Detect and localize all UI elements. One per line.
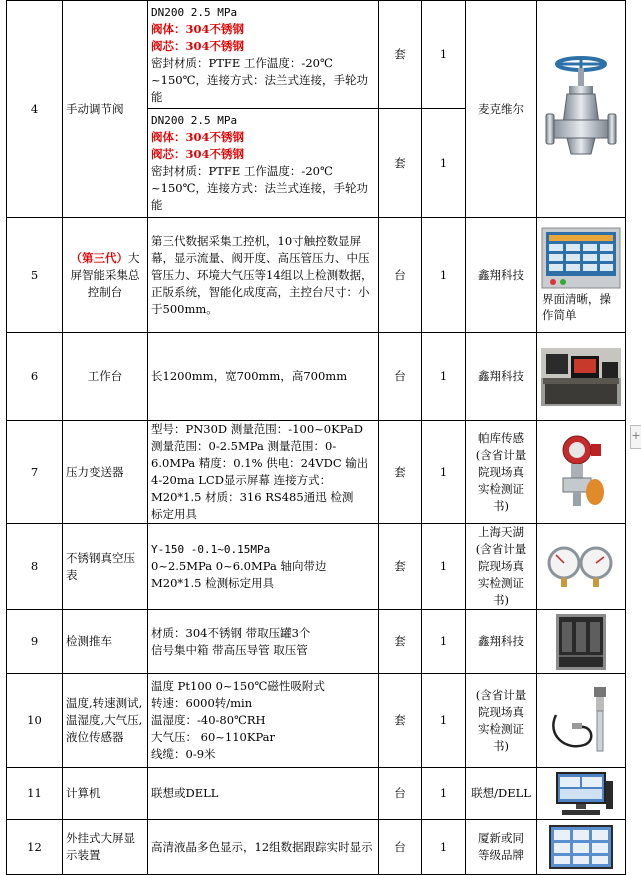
table-row	[7, 674, 626, 768]
table-row	[7, 333, 626, 421]
sensor-probe-icon	[546, 685, 616, 757]
item-qty: 1	[422, 674, 466, 768]
touch-screen-icon	[541, 227, 621, 289]
item-qty: 1	[422, 768, 466, 820]
spec-line: 材质：304不锈钢 带取压罐3个	[151, 625, 311, 640]
spec-line: M20*1.5 检测标定用具	[151, 576, 275, 590]
spec-line: 信号集中箱 带高压导管 取压管	[151, 642, 308, 657]
spec-line: 温度 Pt100 0~150℃磁性吸附式	[151, 679, 325, 693]
item-qty: 1	[422, 820, 466, 875]
item-unit: 台	[379, 820, 422, 875]
item-name	[63, 218, 148, 333]
item-brand: 鑫翔科技	[466, 218, 537, 333]
item-number: 7	[7, 421, 63, 524]
item-name-text: 大屏智能采集总控制台	[70, 250, 140, 299]
item-brand: 帕库传感 (含省计量 院现场真 实检测证 书)	[466, 421, 537, 524]
item-spec: 长1200mm，宽700mm，高700mm	[148, 333, 379, 421]
computer-photo	[537, 768, 626, 820]
spec-line: 测量范围：0-2.5MPa 测量范围：0-	[151, 439, 337, 453]
spec-line: 0~2.5MPa 0~6.0MPa 轴向带边	[151, 559, 327, 573]
spec-line: M20*1.5 材质：316 RS485通迅 检测	[151, 490, 354, 504]
test-cart-photo	[537, 610, 626, 674]
item-spec	[148, 1, 379, 109]
item-unit: 台	[379, 768, 422, 820]
item-unit: 台	[379, 218, 422, 333]
item-qty: 1	[422, 109, 466, 218]
table-row	[7, 1, 626, 109]
pressure-gauge-icon	[546, 545, 616, 589]
spec-text: 密封材质：PTFE 工作温度：-20℃ ~150℃，连接方式：法兰式连接，手轮功能	[151, 55, 368, 104]
spec-line: 型号：PN30D 测量范围：-100~0KPaD	[151, 422, 363, 436]
item-brand: 鑫翔科技	[466, 610, 537, 674]
table-row	[7, 610, 626, 674]
item-name: 压力变送器	[63, 421, 148, 524]
spec-line: 6.0MPa 精度：0.1% 供电：24VDC 输出	[151, 456, 369, 470]
spec-line: Y-150 -0.1~0.15MPa	[151, 543, 271, 556]
spec-line: 大气压： 60~110KPar	[151, 730, 276, 744]
item-brand: (含省计量 院现场真 实检测证 书)	[466, 674, 537, 768]
item-spec: 联想或DELL	[148, 768, 379, 820]
plus-icon[interactable]: +	[630, 425, 641, 449]
pressure-transmitter-photo	[537, 421, 626, 524]
item-qty: 1	[422, 333, 466, 421]
item-unit: 台	[379, 333, 422, 421]
spec-highlight: 阀体：304不锈钢	[151, 130, 245, 144]
image-caption: 界面清晰，操作简单	[542, 292, 611, 322]
item-number: 5	[7, 218, 63, 333]
item-number: 6	[7, 333, 63, 421]
item-qty: 1	[422, 524, 466, 610]
item-spec	[148, 610, 379, 674]
item-number: 8	[7, 524, 63, 610]
item-name: 计算机	[63, 768, 148, 820]
spec-line: DN200 2.5 MPa	[151, 5, 238, 19]
item-spec	[148, 674, 379, 768]
item-unit: 套	[379, 674, 422, 768]
item-number: 9	[7, 610, 63, 674]
table-row	[7, 768, 626, 820]
item-name: 手动调节阀	[63, 1, 148, 218]
item-brand: 上海天湖 (含省计量 院现场真 实检测证 书)	[466, 524, 537, 610]
sensor-probe-photo	[537, 674, 626, 768]
spec-highlight: 阀芯：304不锈钢	[151, 38, 245, 53]
computer-icon	[548, 771, 614, 817]
item-unit: 套	[379, 610, 422, 674]
workbench-photo	[537, 333, 626, 421]
item-spec: 高清液晶多色显示，12组数据跟踪实时显示	[148, 820, 379, 875]
item-unit: 套	[379, 524, 422, 610]
item-spec	[148, 109, 379, 218]
spec-line: 转速：6000转/min	[151, 696, 253, 710]
item-number: 10	[7, 674, 63, 768]
spec-line: 温湿度：-40-80℃RH	[151, 713, 266, 727]
item-name: 检测推车	[63, 610, 148, 674]
workbench-icon	[541, 348, 621, 406]
table-row	[7, 218, 626, 333]
table-row	[7, 524, 626, 610]
item-spec: 第三代数据采集工控机，10寸触控数显屏幕，显示流量、阀开度、高压管压力、中压管压力、环境大气压等14组以上检测数据，正版系统，智能化成度高，主控台尺寸：小于500mm。	[148, 218, 379, 333]
test-cart-icon	[556, 614, 606, 670]
item-qty: 1	[422, 1, 466, 109]
gate-valve-icon	[545, 54, 617, 164]
gate-valve-photo	[537, 1, 626, 218]
item-number: 12	[7, 820, 63, 875]
item-qty: 1	[422, 218, 466, 333]
item-unit: 套	[379, 109, 422, 218]
item-qty: 1	[422, 610, 466, 674]
item-spec	[148, 421, 379, 524]
item-unit: 套	[379, 421, 422, 524]
spec-highlight: 阀芯：304不锈钢	[151, 147, 245, 161]
display-screen-photo	[537, 820, 626, 875]
pressure-gauge-photo	[537, 524, 626, 610]
spec-line: 标定用具	[151, 507, 197, 521]
item-brand: 鑫翔科技	[466, 333, 537, 421]
table-row	[7, 820, 626, 875]
item-name: 不锈钢真空压表	[63, 524, 148, 610]
spec-line: 线缆：0-9米	[151, 747, 216, 761]
display-screen-icon	[548, 824, 614, 870]
item-brand: 联想/DELL	[466, 768, 537, 820]
table-row	[7, 421, 626, 524]
spec-line: 4-20ma LCD显示屏幕 连接方式：	[151, 473, 332, 487]
item-unit: 套	[379, 1, 422, 109]
equipment-spec-table	[6, 0, 626, 875]
item-name: 外挂式大屏显示装置	[63, 820, 148, 875]
item-number: 4	[7, 1, 63, 218]
spec-text: 密封材质：PTFE 工作温度：-20℃ ~150℃，连接方式：法兰式连接，手轮功能	[151, 164, 368, 212]
item-name: 工作台	[63, 333, 148, 421]
generation-highlight: （第三代）	[70, 250, 128, 265]
spec-line: DN200 2.5 MPa	[151, 114, 238, 127]
item-brand: 厦新或同 等级品牌	[466, 820, 537, 875]
pressure-transmitter-icon	[551, 432, 611, 512]
spec-highlight: 阀体：304不锈钢	[151, 21, 245, 36]
touch-screen-photo	[537, 218, 626, 333]
item-brand: 麦克维尔	[466, 1, 537, 218]
item-name: 温度,转速测试,温湿度,大气压,液位传感器	[63, 674, 148, 768]
item-spec	[148, 524, 379, 610]
item-qty: 1	[422, 421, 466, 524]
item-number: 11	[7, 768, 63, 820]
